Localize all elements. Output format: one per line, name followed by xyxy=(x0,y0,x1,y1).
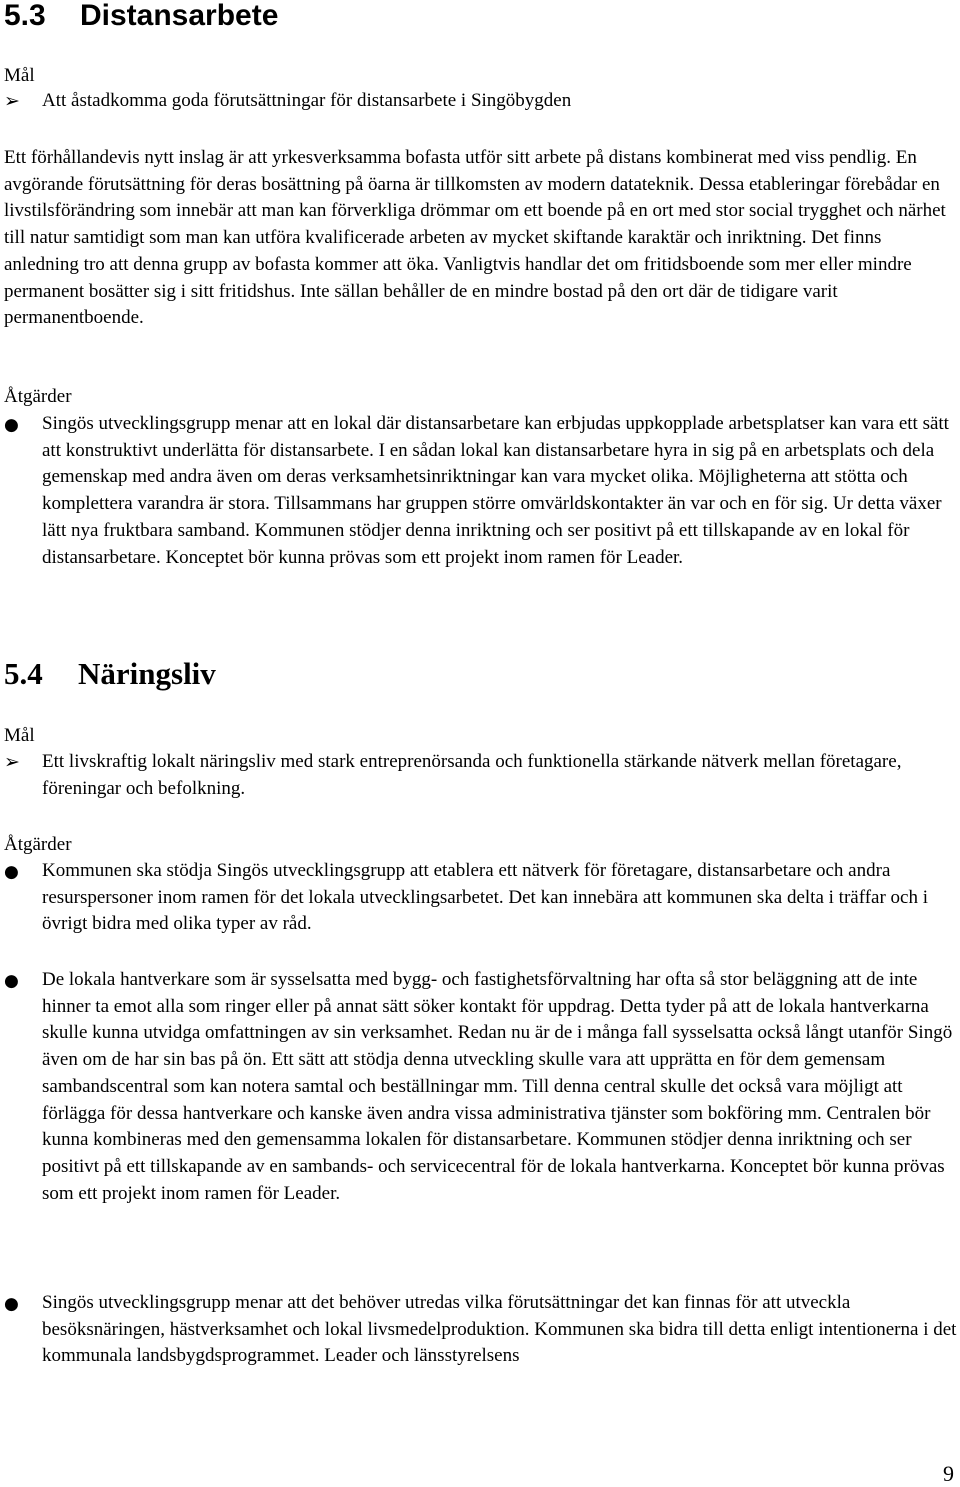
action-text: De lokala hantverkare som är sysselsatta med bygg- och fastighetsförvaltning har ofta så stor beläggning att de inte hinner ta emot alla som ringer eller på annat sätt söker kontakt för uppdrag. Detta tyder på att de lokala hantverkarna skulle kunna utvidga omfattningen av sin verksamhet. Redan nu är de i många fall sysselsatta också långt utanför Singö även om de har sin bas på ön. Ett sätt att stödja denna utveckling skulle vara att upprätta en för dem gemensam sambandscentral som kan notera samtal och beställningar mm. Till denna central skulle det också vara möjligt att förlägga för dessa hantverkare och kanske även andra vissa administrativa tjänster som bokföring mm. Centralen bör kunna kombineras med den gemensamma lokalen för distansarbetare. Kommunen stödjer denna inriktning och ser positivt på ett tillskapande av en sambands- och servicecentral för de lokala hantverkarna. Konceptet bör kunna prövas som ett projekt inom ramen för Leader. xyxy=(42,969,953,1204)
actions-label: Åtgärder xyxy=(4,834,72,855)
section-heading-5-4 xyxy=(4,655,216,693)
round-bullet-icon: ● xyxy=(4,971,19,991)
round-bullet-icon: ● xyxy=(4,862,19,882)
arrow-bullet-icon: ➢ xyxy=(4,90,20,112)
action-text: Singös utvecklingsgrupp menar att en lokal där distansarbetare kan erbjudas uppkopplade arbetsplatser kan vara ett sätt att konstruktivt underlätta för distansarbete. I en sådan lokal kan distansarbetare hyra in sig på en arbetsplats och dela gemenskap med andra även om deras verksamhetsinriktningar kan vara mycket olika. Möjligheterna att stötta och komplettera varandra är stora. Tillsammans har gruppen större omvärldskontakter än var och en för sig. Ur detta växer lätt nya fruktbara samband. Kommunen stödjer denna inriktning och ser positivt på ett tillskapande av en lokal för distansarbetare. Konceptet bör kunna prövas som ett projekt inom ramen för Leader. xyxy=(42,413,949,568)
section-title: Näringsliv xyxy=(78,656,216,691)
section-number: 5.3 xyxy=(4,0,46,32)
action-item xyxy=(4,1290,958,1370)
section-heading-5-3 xyxy=(4,0,278,34)
action-item xyxy=(4,858,958,938)
round-bullet-icon: ● xyxy=(4,415,19,435)
intro-paragraph: Ett förhållandevis nytt inslag är att yrkesverksamma bofasta utför sitt arbete på distans kombinerat med viss pendlig. En avgörande förutsättning för deras bosättning på öarna är tillkomsten av modern datateknik. Dessa etableringar förebådar en livstilsförändring som innebär att man kan förverkliga drömmar om ett boende på en ort med stor social trygghet och närhet till natur samtidigt som man kan utföra kvalificerade arbeten av mycket skiftande karaktär och inriktning. Det finns anledning tro att denna grupp av bofasta kommer att öka. Vanligtvis handlar det om fritidsboende som mer eller mindre permanent bosätter sig i sitt fritidshus. Inte sällan behåller de en mindre bostad på den ort där de tidigare varit permanentboende. xyxy=(4,147,946,329)
actions-label: Åtgärder xyxy=(4,386,72,407)
goal-text: Ett livskraftig lokalt näringsliv med stark entreprenörsanda och funktionella stärkande nätverk mellan företagare, föreningar och befolkning. xyxy=(42,751,902,799)
page-number: 9 xyxy=(943,1461,954,1486)
action-item xyxy=(4,967,958,1207)
goal-label: Mål xyxy=(4,725,35,746)
section-title: Distansarbete xyxy=(80,0,279,32)
section-number: 5.4 xyxy=(4,656,43,691)
goal-text: Att åstadkomma goda förutsättningar för distansarbete i Singöbygden xyxy=(42,90,572,111)
action-item xyxy=(4,411,958,571)
goal-item xyxy=(4,88,958,115)
arrow-bullet-icon: ➢ xyxy=(4,751,20,773)
action-text: Kommunen ska stödja Singös utvecklingsgrupp att etablera ett nätverk för företagare, distansarbetare och andra resurspersoner inom ramen för det lokala utvecklingsarbetet. Det kan innebära att kommunen ska delta i träffar och i övrigt bidra med olika typer av råd. xyxy=(42,860,928,935)
goal-label: Mål xyxy=(4,65,35,86)
round-bullet-icon: ● xyxy=(4,1294,19,1314)
action-text: Singös utvecklingsgrupp menar att det behöver utredas vilka förutsättningar det kan finnas för att utveckla besöksnäringen, hästverksamhet och lokal livsmedelproduktion. Kommunen ska bidra till detta enligt intentionerna i det kommunala landsbygdsprogrammet. Leader och länsstyrelsens xyxy=(42,1292,957,1367)
goal-item xyxy=(4,749,958,802)
